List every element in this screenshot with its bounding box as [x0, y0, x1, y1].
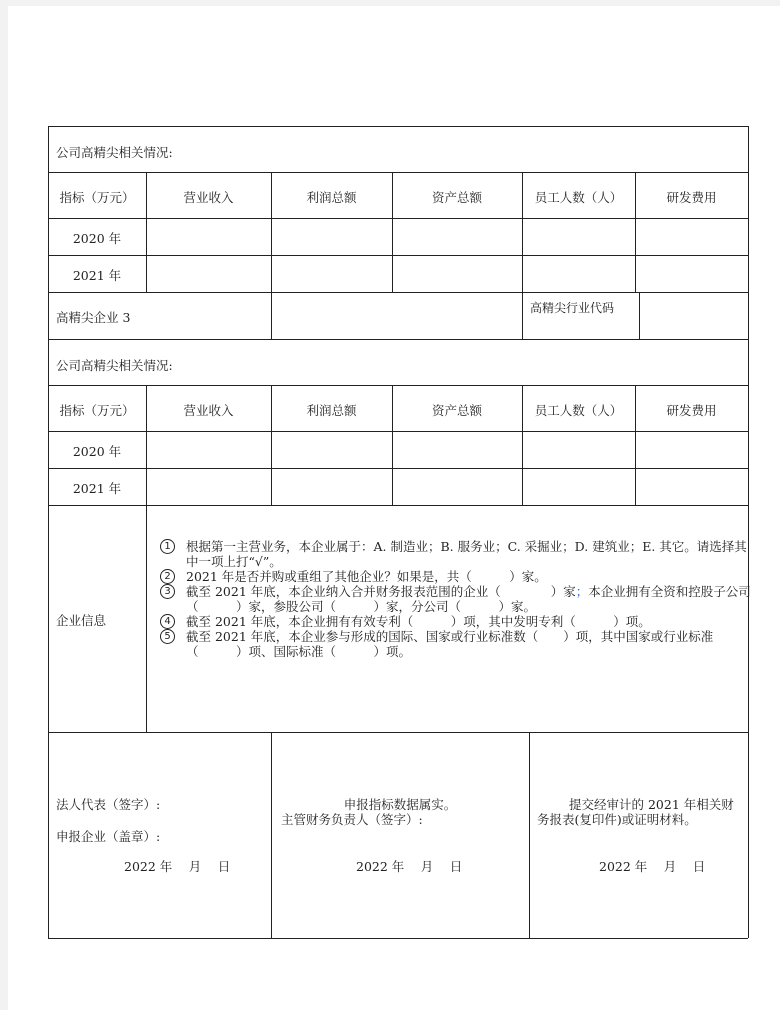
table-border-right: [748, 126, 749, 938]
table-divider: [48, 339, 748, 340]
circled-number: 5: [160, 629, 175, 644]
table-divider: [48, 468, 748, 469]
table-border-left: [48, 126, 49, 938]
header-rd: 研发费用: [666, 190, 717, 205]
industry-code-label: 高精尖行业代码: [530, 301, 615, 315]
signature-date: 2022 年 月 日: [356, 859, 463, 874]
info-text: 根据第一主营业务，本企业属于：A. 制造业；B. 服务业；C. 采掘业；D. 建筑业；E. 其它。请选择其中一项上打“√”。: [186, 539, 747, 569]
header-employees: 员工人数（人）: [534, 403, 623, 418]
header-indicator: 指标（万元）: [59, 403, 135, 418]
info-item-5: [158, 629, 754, 659]
signature-date: 2022 年 月 日: [124, 859, 231, 874]
table-divider: [48, 385, 748, 386]
info-item-4: [158, 614, 754, 629]
col-divider: [146, 505, 147, 732]
header-assets: 资产总额: [431, 403, 482, 418]
col-divider: [522, 292, 523, 339]
header-revenue: 营业收入: [183, 403, 234, 418]
table-divider: [48, 172, 748, 173]
enterprise-3-label: 高精尖企业 3: [56, 310, 131, 325]
section-title: 公司高精尖相关情况:: [56, 145, 173, 160]
info-item-2: [158, 569, 754, 584]
col-divider: [271, 292, 272, 339]
table-divider: [48, 732, 748, 733]
info-item-1: [158, 539, 754, 569]
info-text: 截至 2021 年底，本企业参与形成的国际、国家或行业标准数（ ）项，其中国家或行业标准（ ）项、国际标准（ ）项。: [186, 629, 714, 659]
header-employees: 员工人数（人）: [534, 190, 623, 205]
header-revenue: 营业收入: [183, 190, 234, 205]
declaration-line-2: 主管财务负责人（签字）:: [281, 812, 423, 827]
declaration-line-1: 申报指标数据属实。: [343, 797, 457, 812]
col-divider: [529, 732, 530, 938]
signature-date: 2022 年 月 日: [599, 859, 706, 874]
info-text: 截至 2021 年底，本企业拥有有效专利（ ）项，其中发明专利（ ）项。: [186, 614, 651, 629]
document-page: [8, 6, 780, 1010]
info-text: 本企业拥有全资和控股子公司（ ）家，参股公司（ ）家，分公司（ ）家。: [186, 584, 751, 614]
circled-number: 1: [160, 539, 175, 554]
table-divider: [48, 431, 748, 432]
row-year-2021: 2021 年: [72, 268, 122, 283]
table-border-top: [48, 126, 748, 127]
audit-report-note: 提交经审计的 2021 年相关财务报表(复印件)或证明材料。: [537, 797, 734, 827]
info-text: 2021 年是否并购或重组了其他企业？如果是，共（ ）家。: [186, 569, 547, 584]
row-year-2021: 2021 年: [72, 481, 122, 496]
header-profit: 利润总额: [306, 403, 357, 418]
header-assets: 资产总额: [431, 190, 482, 205]
table-divider: [48, 292, 748, 293]
table-divider: [48, 255, 748, 256]
header-profit: 利润总额: [306, 190, 357, 205]
row-year-2020: 2020 年: [72, 231, 122, 246]
table-border-bottom: [48, 938, 748, 939]
header-rd: 研发费用: [666, 403, 717, 418]
info-item-3: [158, 584, 754, 614]
info-text: 截至 2021 年底，本企业纳入合并财务报表范围的企业（ ）家: [186, 584, 576, 599]
applicant-seal-label: 申报企业（盖章）:: [56, 829, 161, 844]
table-divider: [48, 218, 748, 219]
circled-number: 3: [160, 584, 175, 599]
info-separator: ；: [575, 584, 589, 599]
col-divider: [639, 292, 640, 339]
header-indicator: 指标（万元）: [59, 190, 135, 205]
circled-number: 2: [160, 569, 175, 584]
col-divider: [271, 732, 272, 938]
row-year-2020: 2020 年: [72, 444, 122, 459]
company-info-list: [158, 539, 754, 659]
table-divider: [48, 505, 748, 506]
legal-rep-signature-label: 法人代表（签字）:: [56, 797, 161, 812]
circled-number: 4: [160, 614, 175, 629]
company-info-label: 企业信息: [56, 613, 107, 628]
section-title: 公司高精尖相关情况:: [56, 358, 173, 373]
